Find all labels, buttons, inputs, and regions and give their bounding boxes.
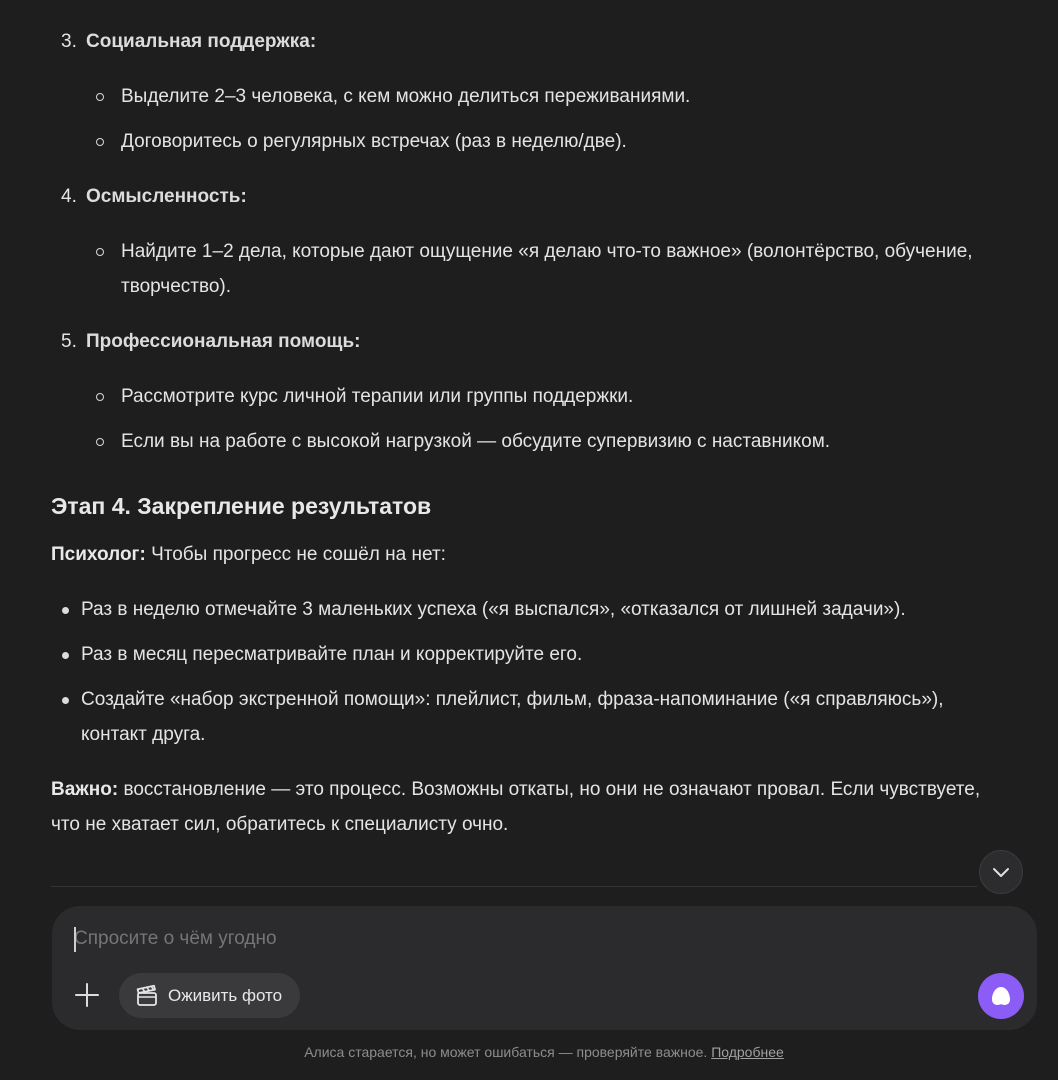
attach-button[interactable] bbox=[72, 980, 102, 1010]
dot-bullet-icon bbox=[62, 652, 69, 659]
list-item: Выделите 2–3 человека, с кем можно делиться переживаниями. bbox=[121, 79, 981, 114]
more-info-link[interactable]: Подробнее bbox=[711, 1044, 784, 1060]
alice-icon bbox=[988, 983, 1014, 1009]
circle-bullet-icon bbox=[96, 438, 104, 446]
chevron-down-icon bbox=[990, 861, 1012, 883]
sub-list bbox=[51, 234, 981, 304]
list-item: Создайте «набор экстренной помощи»: плейлист, фильм, фраза-напоминание («я справляюсь»), контакт друга. bbox=[81, 682, 981, 752]
circle-bullet-icon bbox=[96, 248, 104, 256]
alice-voice-button[interactable] bbox=[978, 973, 1024, 1019]
dot-bullet-icon bbox=[62, 607, 69, 614]
list-item: Найдите 1–2 дела, которые дают ощущение «я делаю что-то важное» (волонтёрство, обучение, творчество). bbox=[121, 234, 981, 304]
circle-bullet-icon bbox=[96, 138, 104, 146]
assistant-message bbox=[51, 24, 981, 862]
animate-photo-label: Оживить фото bbox=[168, 985, 283, 1005]
numbered-item bbox=[51, 179, 981, 304]
item-number: 3. bbox=[61, 31, 77, 52]
prompt-input[interactable] bbox=[74, 926, 974, 952]
numbered-item bbox=[51, 324, 981, 459]
disclaimer bbox=[0, 1044, 1058, 1060]
sub-list bbox=[51, 79, 981, 159]
item-number: 5. bbox=[61, 331, 77, 352]
item-title: Профессиональная помощь: bbox=[86, 331, 361, 352]
psychologist-paragraph: Психолог: Чтобы прогресс не сошёл на нет: bbox=[51, 544, 446, 565]
important-note: Важно: восстановление — это процесс. Возможны откаты, но они не означают провал. Если чувствуете, что не хватает сил, обратитесь к специалисту очно. bbox=[51, 779, 981, 835]
psychologist-label: Психолог: bbox=[51, 544, 146, 565]
list-item: Раз в месяц пересматривайте план и корректируйте его. bbox=[81, 637, 981, 672]
list-item: Рассмотрите курс личной терапии или группы поддержки. bbox=[121, 379, 981, 414]
sub-list bbox=[51, 379, 981, 459]
important-label: Важно: bbox=[51, 779, 119, 800]
list-item: Договоритесь о регулярных встречах (раз в неделю/две). bbox=[121, 124, 981, 159]
circle-bullet-icon bbox=[96, 393, 104, 401]
list-item: Если вы на работе с высокой нагрузкой — обсудите супервизию с наставником. bbox=[121, 424, 981, 459]
plus-icon bbox=[74, 982, 100, 1008]
disclaimer-text: Алиса старается, но может ошибаться — проверяйте важное. bbox=[304, 1044, 708, 1060]
list-item: Раз в неделю отмечайте 3 маленьких успеха («я выспался», «отказался от лишней задачи»). bbox=[81, 592, 981, 627]
item-title: Социальная поддержка: bbox=[86, 31, 317, 52]
item-title: Осмысленность: bbox=[86, 186, 247, 207]
divider bbox=[51, 886, 977, 887]
item-number: 4. bbox=[61, 186, 77, 207]
dot-bullet-icon bbox=[62, 697, 69, 704]
stage-list bbox=[51, 592, 981, 752]
text-caret bbox=[74, 927, 76, 952]
animate-photo-button[interactable] bbox=[119, 973, 300, 1018]
stage-heading: Этап 4. Закрепление результатов bbox=[51, 493, 432, 519]
clapperboard-icon bbox=[135, 984, 159, 1008]
numbered-item bbox=[51, 24, 981, 159]
scroll-down-button[interactable] bbox=[979, 850, 1023, 894]
circle-bullet-icon bbox=[96, 93, 104, 101]
message-composer bbox=[52, 906, 1037, 1030]
